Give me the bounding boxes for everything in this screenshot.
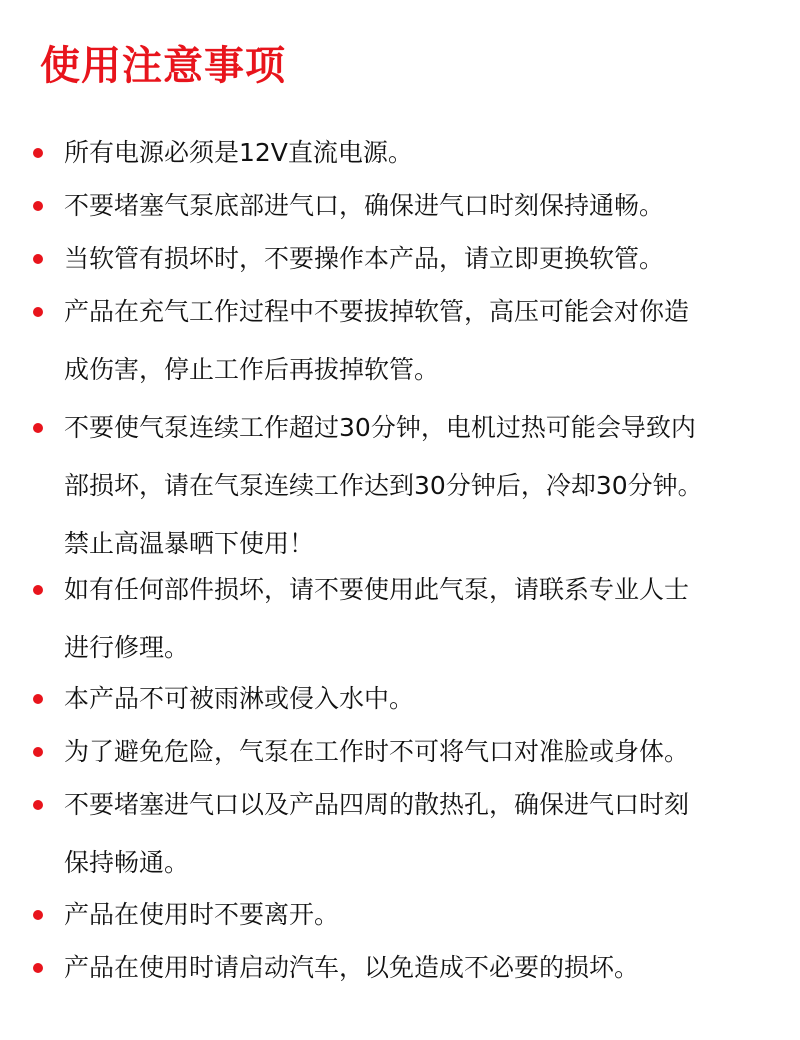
bullet-dot-icon [33, 148, 43, 158]
bullet-dot-icon [33, 694, 43, 704]
note-text-line: 禁止高温暴晒下使用！ [64, 529, 315, 558]
note-text-line: 保持畅通。 [64, 848, 190, 877]
bullet-dot-icon [33, 307, 43, 317]
note-text-line: 产品在使用时请启动汽车，以免造成不必要的损坏。 [64, 953, 640, 982]
note-text-line: 如有任何部件损坏，请不要使用此气泵，请联系专业人士 [64, 575, 690, 604]
bullet-dot-icon [33, 747, 43, 757]
note-text-line: 产品在使用时不要离开。 [64, 900, 340, 929]
note-text-line: 不要使气泵连续工作超过30分钟，电机过热可能会导致内 [64, 413, 696, 442]
bullet-dot-icon [33, 963, 43, 973]
note-text-line: 为了避免危险，气泵在工作时不可将气口对准脸或身体。 [64, 737, 690, 766]
bullet-dot-icon [33, 254, 43, 264]
note-text-line: 所有电源必须是12V直流电源。 [64, 138, 413, 167]
note-text-line: 本产品不可被雨淋或侵入水中。 [64, 684, 415, 713]
note-text-line: 产品在充气工作过程中不要拔掉软管，高压可能会对你造 [64, 297, 690, 326]
note-text-line: 成伤害，停止工作后再拔掉软管。 [64, 355, 440, 384]
note-text-line: 部损坏，请在气泵连续工作达到30分钟后，冷却30分钟。 [64, 471, 703, 500]
bullet-dot-icon [33, 910, 43, 920]
note-text-line: 不要堵塞气泵底部进气口，确保进气口时刻保持通畅。 [64, 191, 665, 220]
note-text-line: 不要堵塞进气口以及产品四周的散热孔，确保进气口时刻 [64, 790, 690, 819]
note-text-line: 当软管有损坏时，不要操作本产品，请立即更换软管。 [64, 244, 665, 273]
page-title: 使用注意事项 [40, 43, 286, 89]
note-text-line: 进行修理。 [64, 633, 190, 662]
bullet-dot-icon [33, 423, 43, 433]
bullet-dot-icon [33, 585, 43, 595]
bullet-dot-icon [33, 800, 43, 810]
bullet-dot-icon [33, 201, 43, 211]
